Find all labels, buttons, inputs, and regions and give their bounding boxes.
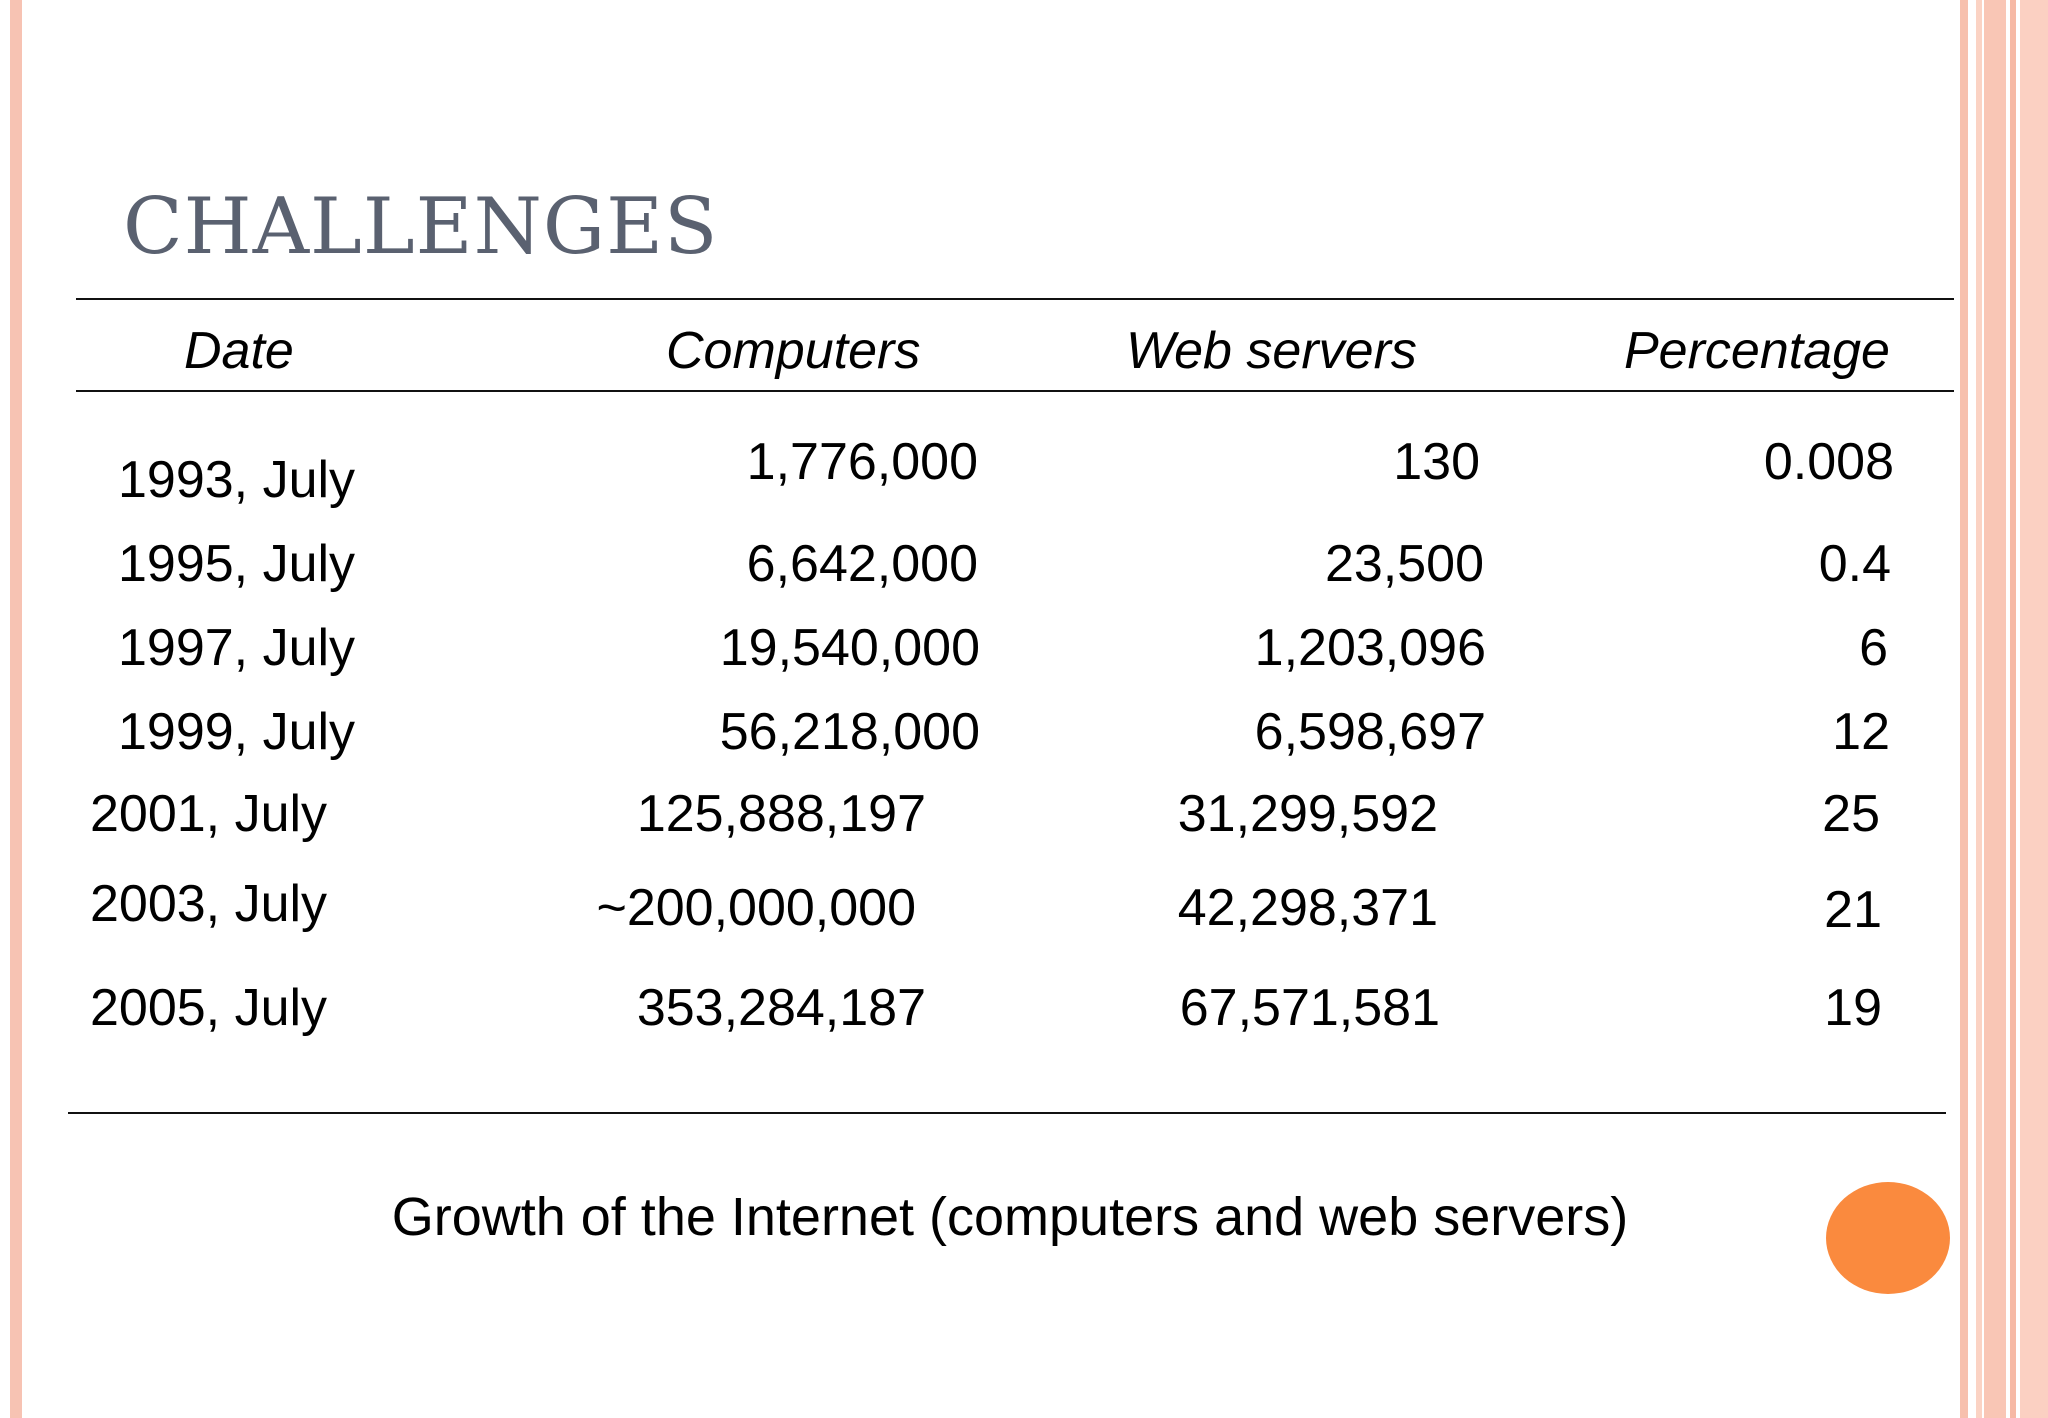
column-header-percentage: Percentage [1624,322,1890,380]
table-cell-computers: 6,642,000 [746,535,978,593]
table-cell-date: 1993, July [118,451,356,509]
column-header-computers: Computers [666,322,921,380]
table-cell-computers: 1,776,000 [746,433,978,491]
table-cell-date: 1995, July [118,535,356,593]
table-cell-computers: ~200,000,000 [596,879,916,937]
column-header-date: Date [184,322,294,380]
table-caption: Growth of the Internet (computers and web servers) [391,1187,1629,1247]
slide-title: CHALLENGES [123,182,719,272]
right-border-stripe [2020,0,2048,1418]
table-cell-percentage: 0.008 [1763,433,1894,491]
table-cell-web-servers: 23,500 [1324,535,1484,593]
table-top-rule [76,298,1954,300]
table-cell-date: 2003, July [90,875,328,933]
table-header-rule [76,390,1954,392]
table-cell-date: 2001, July [90,785,328,843]
table-cell-percentage: 19 [1824,979,1882,1037]
table-cell-percentage: 25 [1822,785,1880,843]
table-cell-web-servers: 42,298,371 [1177,879,1438,937]
table-cell-date: 2005, July [90,979,328,1037]
table-cell-computers: 19,540,000 [719,619,980,677]
table-bottom-rule [68,1112,1946,1114]
table-cell-percentage: 21 [1824,881,1882,939]
table-cell-web-servers: 130 [1393,433,1480,491]
table-cell-computers: 56,218,000 [719,703,980,761]
table-cell-web-servers: 1,203,096 [1254,619,1486,677]
column-header-web-servers: Web servers [1126,322,1417,380]
table-cell-web-servers: 31,299,592 [1177,785,1438,843]
table-cell-percentage: 6 [1859,619,1888,677]
table-cell-percentage: 0.4 [1818,535,1891,593]
table-cell-web-servers: 6,598,697 [1254,703,1486,761]
table-cell-web-servers: 67,571,581 [1179,979,1440,1037]
table-cell-percentage: 12 [1832,703,1890,761]
orange-circle-decoration [1826,1182,1950,1294]
table-cell-date: 1997, July [118,619,356,677]
table-cell-date: 1999, July [118,703,356,761]
table-cell-computers: 353,284,187 [636,979,926,1037]
table-cell-computers: 125,888,197 [636,785,926,843]
